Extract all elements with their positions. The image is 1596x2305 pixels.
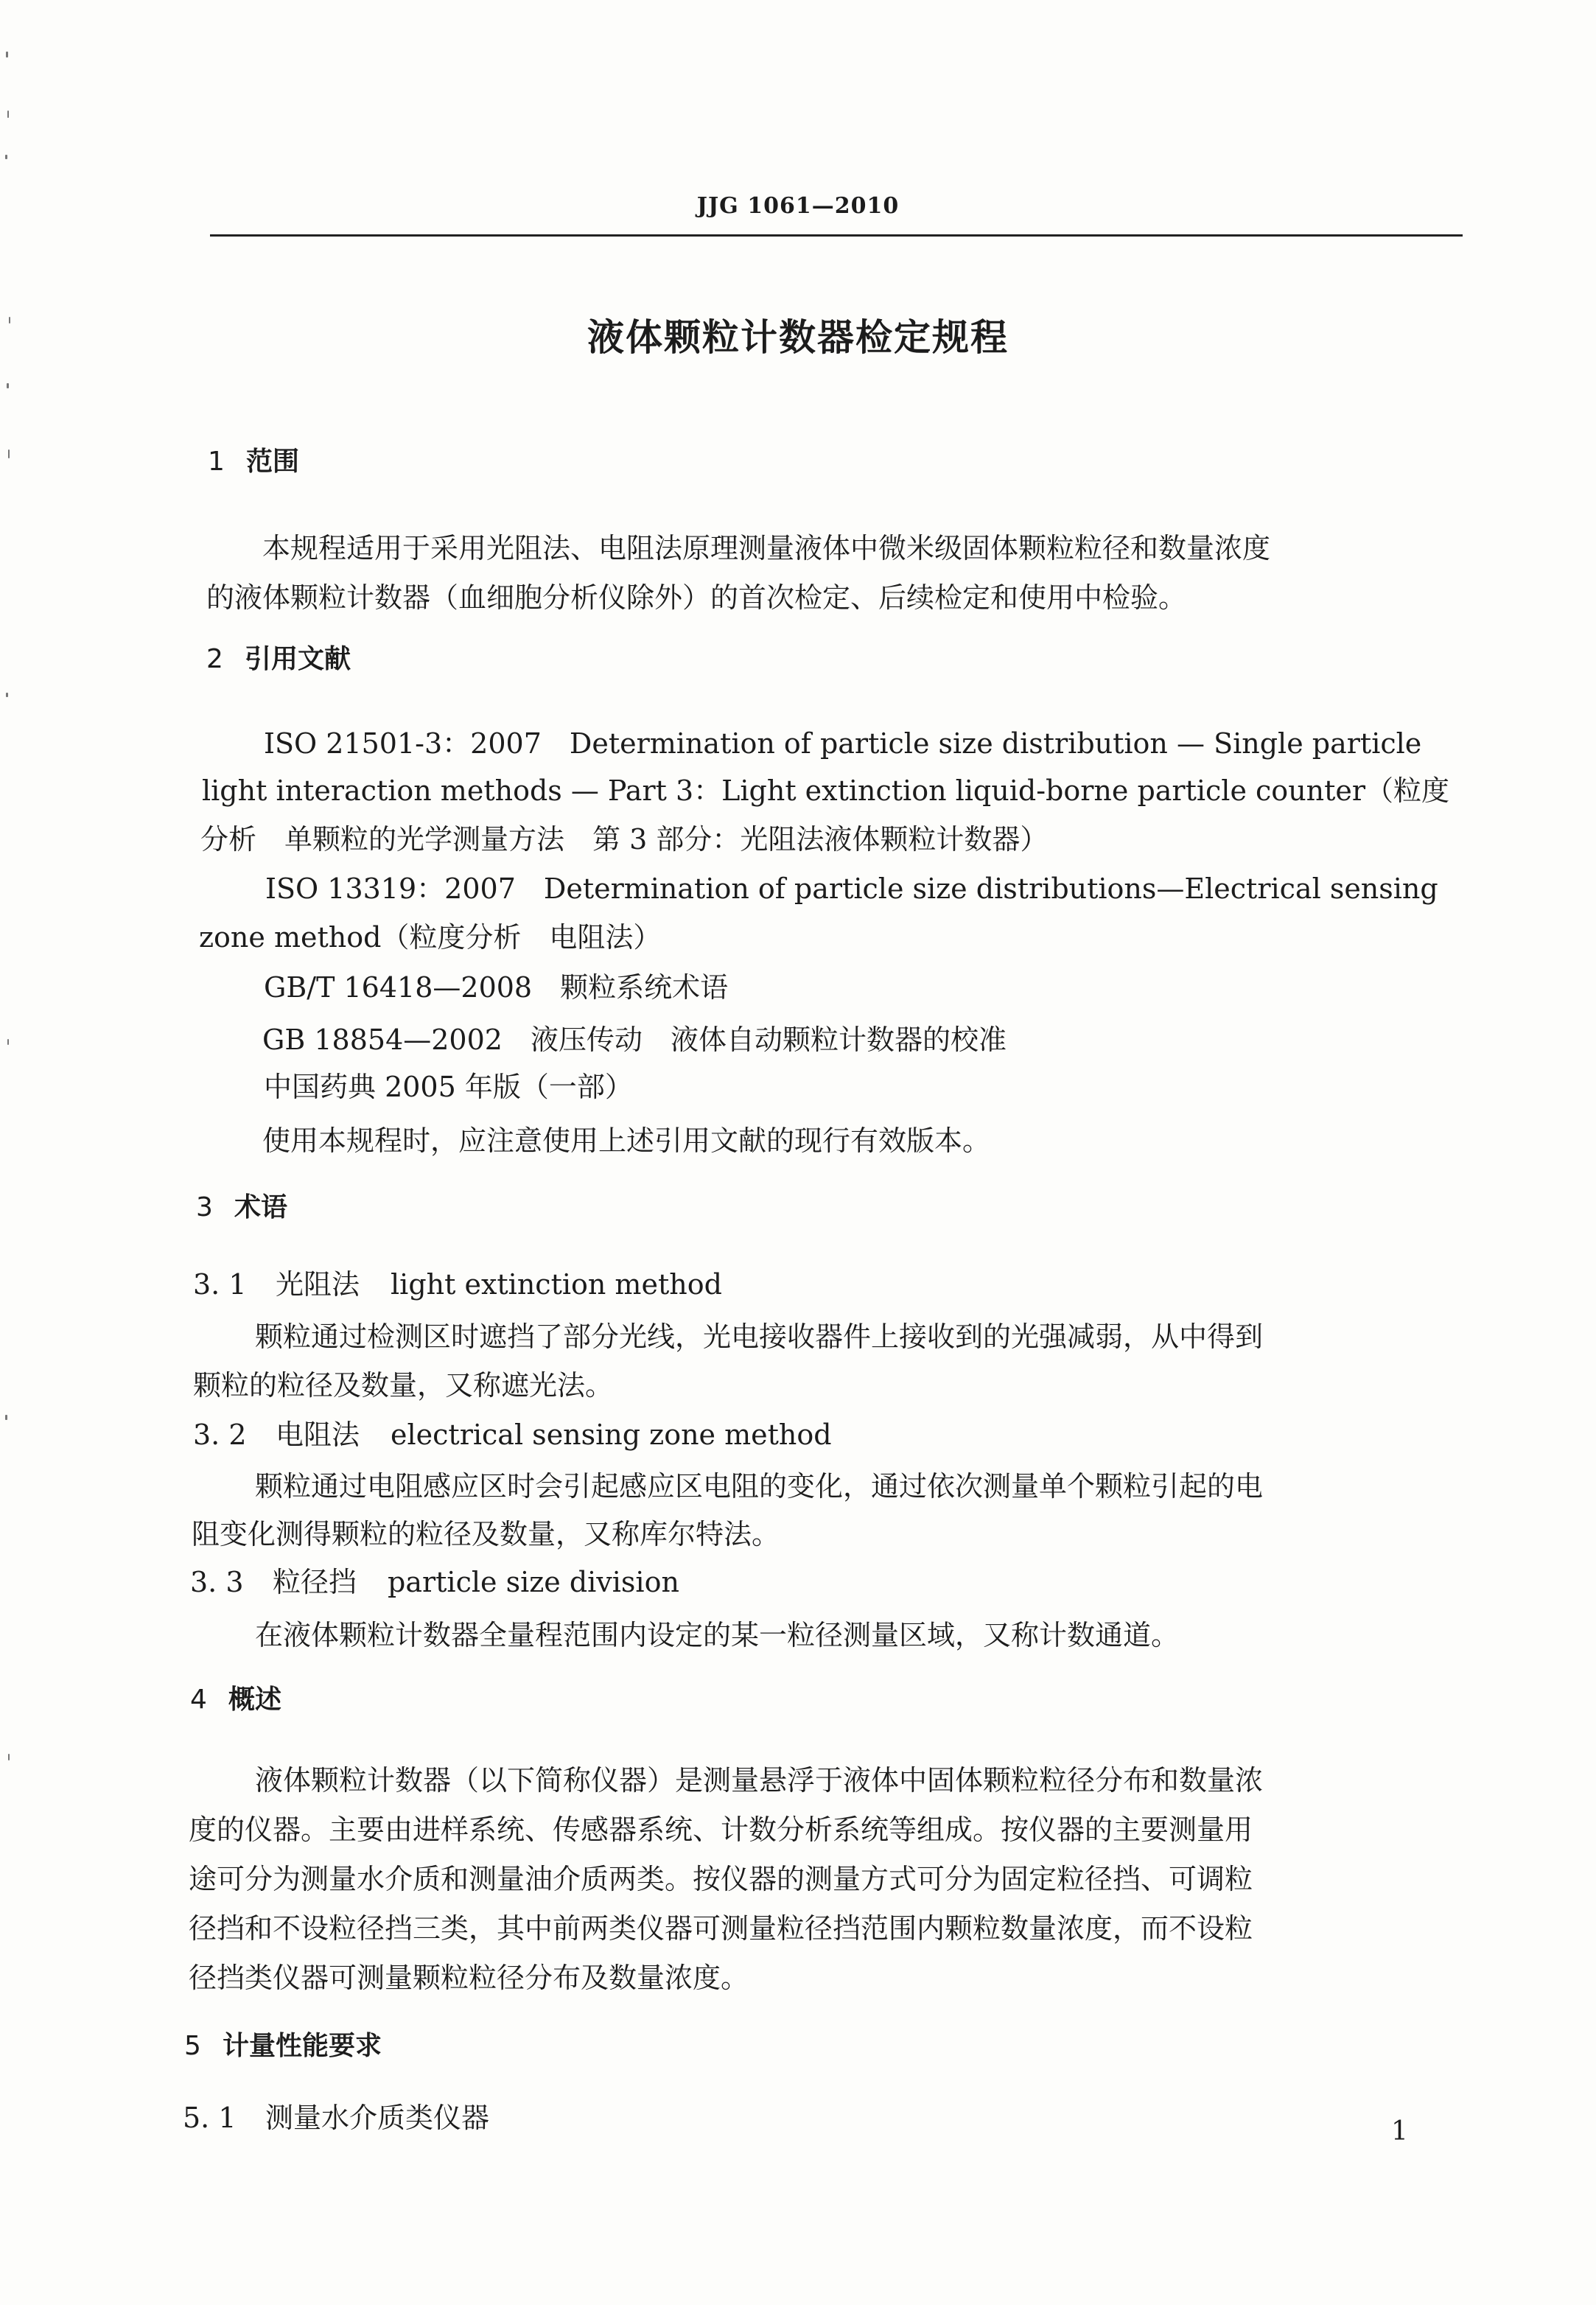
term-3-2	[193, 1412, 832, 1452]
section-3-heading	[196, 1186, 287, 1224]
term-english: electrical sensing zone method	[391, 1419, 832, 1451]
section-title: 术语	[234, 1192, 288, 1223]
section-4-heading	[190, 1679, 281, 1716]
scan-speck	[8, 1754, 10, 1760]
reference-line: 中国药典 2005 年版（一部）	[264, 1071, 633, 1103]
subsection-title: 测量水介质类仪器	[265, 2102, 490, 2134]
section-title: 范围	[246, 447, 300, 477]
overview-paragraph-line: 液体颗粒计数器（以下简称仪器）是测量悬浮于液体中固体颗粒粒径分布和数量浓	[255, 1764, 1264, 1797]
scope-paragraph-line: 本规程适用于采用光阻法、电阻法原理测量液体中微米级固体颗粒粒径和数量浓度	[262, 532, 1271, 564]
scan-speck	[7, 111, 9, 118]
term-chinese: 电阻法	[276, 1419, 360, 1451]
reference-line: zone method（粒度分析 电阻法）	[199, 921, 662, 954]
scan-speck	[7, 1039, 9, 1045]
overview-paragraph-line: 径挡和不设粒径挡三类，其中前两类仪器可测量粒径挡范围内颗粒数量浓度，而不设粒	[189, 1912, 1253, 1945]
subsection-5-1	[183, 2095, 489, 2136]
scan-speck	[6, 52, 8, 57]
term-definition-line: 颗粒通过电阻感应区时会引起感应区电阻的变化，通过依次测量单个颗粒引起的电	[255, 1470, 1264, 1503]
reference-line: light interaction methods — Part 3：Light extinction liquid-borne particle counter（粒度	[202, 774, 1450, 807]
term-english: particle size division	[388, 1566, 679, 1598]
subsection-number: 5. 1	[183, 2102, 237, 2134]
term-3-3	[190, 1559, 679, 1600]
section-number: 4	[190, 1685, 207, 1715]
section-title: 计量性能要求	[223, 2031, 382, 2061]
reference-line: GB/T 16418—2008 颗粒系统术语	[264, 971, 729, 1004]
section-2-heading	[206, 638, 351, 676]
scope-paragraph-line: 的液体颗粒计数器（血细胞分析仪除外）的首次检定、后续检定和使用中检验。	[206, 581, 1187, 614]
term-chinese: 光阻法	[276, 1268, 360, 1301]
section-number: 1	[208, 447, 225, 477]
reference-line: ISO 21501-3：2007 Determination of particle size distribution — Single particle	[264, 727, 1422, 760]
scan-speck	[5, 1415, 7, 1420]
reference-line: 分析 单颗粒的光学测量方法 第 3 部分：光阻法液体颗粒计数器）	[200, 823, 1049, 856]
scan-speck	[9, 317, 10, 323]
reference-line: GB 18854—2002 液压传动 液体自动颗粒计数器的校准	[262, 1024, 1007, 1056]
section-number: 3	[196, 1192, 213, 1223]
term-number: 3. 3	[190, 1566, 244, 1598]
term-number: 3. 2	[193, 1419, 247, 1451]
scan-speck	[5, 155, 7, 159]
term-chinese: 粒径挡	[273, 1566, 357, 1598]
reference-line: ISO 13319：2007 Determination of particle size distributions—Electrical sensing	[265, 872, 1438, 905]
term-definition-line: 在液体颗粒计数器全量程范围内设定的某一粒径测量区域，又称计数通道。	[255, 1619, 1180, 1651]
section-1-heading	[208, 441, 299, 478]
overview-paragraph-line: 途可分为测量水介质和测量油介质两类。按仪器的测量方式可分为固定粒径挡、可调粒	[189, 1863, 1253, 1895]
section-5-heading	[184, 2025, 382, 2063]
page-number: 1	[1391, 2116, 1408, 2147]
standard-code-header: JJG 1061—2010	[696, 193, 900, 219]
section-number: 2	[206, 644, 223, 674]
section-title: 概述	[228, 1685, 282, 1715]
term-definition-line: 颗粒的粒径及数量，又称遮光法。	[193, 1369, 614, 1402]
term-number: 3. 1	[193, 1268, 247, 1301]
term-3-1	[193, 1262, 722, 1302]
overview-paragraph-line: 径挡类仪器可测量颗粒粒径分布及数量浓度。	[189, 1962, 749, 1994]
scan-speck	[7, 383, 9, 388]
overview-paragraph-line: 度的仪器。主要由进样系统、传感器系统、计数分析系统等组成。按仪器的主要测量用	[189, 1813, 1253, 1846]
scan-speck	[6, 693, 8, 697]
document-title: 液体颗粒计数器检定规程	[587, 316, 1009, 359]
scan-speck	[8, 450, 10, 458]
section-number: 5	[184, 2031, 201, 2061]
term-english: light extinction method	[391, 1268, 722, 1301]
term-definition-line: 颗粒通过检测区时遮挡了部分光线，光电接收器件上接收到的光强减弱，从中得到	[255, 1321, 1264, 1353]
term-definition-line: 阻变化测得颗粒的粒径及数量，又称库尔特法。	[192, 1518, 780, 1550]
header-rule	[210, 234, 1463, 237]
reference-note: 使用本规程时，应注意使用上述引用文献的现行有效版本。	[262, 1124, 991, 1157]
section-title: 引用文献	[245, 644, 351, 674]
